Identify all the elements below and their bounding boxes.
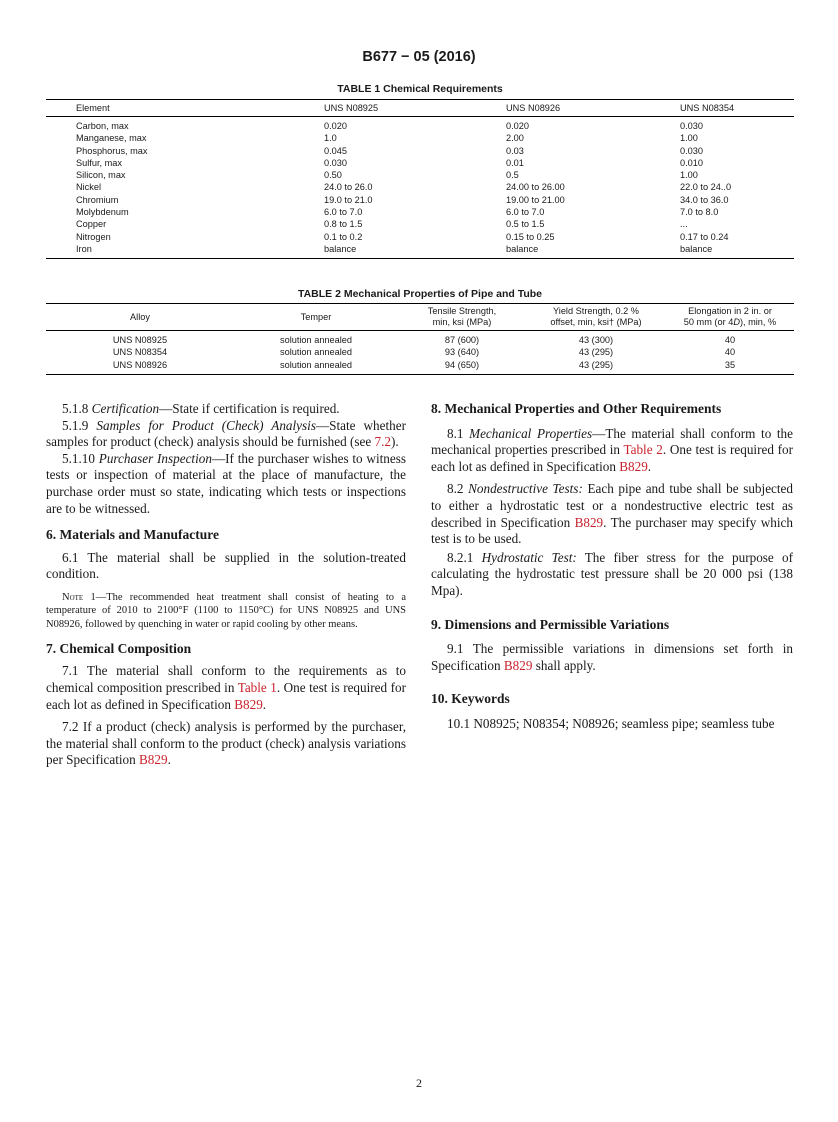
para-5-1-10 bbox=[46, 451, 406, 517]
para-text-end: . bbox=[647, 458, 652, 474]
cell: 19.00 to 21.00 bbox=[506, 194, 565, 205]
table-row bbox=[46, 346, 794, 358]
cell: balance bbox=[324, 243, 357, 254]
cell: 35 bbox=[724, 359, 736, 370]
table-row bbox=[46, 243, 794, 259]
cell: 1.00 bbox=[680, 133, 698, 144]
cell: 0.030 bbox=[324, 157, 347, 168]
cell: 0.5 bbox=[506, 170, 519, 181]
cell: 0.020 bbox=[506, 121, 529, 131]
column-header-yield bbox=[526, 304, 666, 331]
table-2-link[interactable]: Table 2 bbox=[623, 442, 663, 458]
para-9-1 bbox=[431, 641, 793, 674]
para-title: Nondestructive Tests: bbox=[468, 481, 583, 497]
left-column bbox=[46, 401, 406, 769]
para-title: Purchaser Inspection bbox=[98, 450, 212, 466]
cell: Carbon, max bbox=[76, 121, 129, 131]
para-text: Each pipe and tube shall be subjected to either a hydrostatic test or a nondestructive electric test as described in Specification bbox=[431, 481, 794, 530]
cell: balance bbox=[506, 243, 539, 254]
table1-caption: TABLE 1 Chemical Requirements bbox=[337, 83, 503, 95]
cell: Chromium bbox=[76, 194, 119, 205]
cell: 24.0 to 26.0 bbox=[324, 182, 373, 193]
cell: 1.0 bbox=[324, 133, 337, 144]
cell: 7.0 to 8.0 bbox=[680, 207, 719, 218]
cell: 0.045 bbox=[324, 145, 347, 156]
b829-link[interactable]: B829 bbox=[574, 514, 604, 530]
cell: 0.020 bbox=[324, 121, 347, 131]
para-text: —If the purchaser wishes to witness tests or inspection of material at the place of manufacture, the purchase order must so state, indicating which tests or inspections are to be witnessed. bbox=[46, 450, 406, 516]
para-text: 9.1 The permissible variations in dimensions set forth in Specification bbox=[431, 641, 793, 673]
table-header-row bbox=[46, 100, 794, 117]
section-9-heading: 9. Dimensions and Permissible Variations bbox=[431, 616, 670, 632]
right-column bbox=[431, 401, 793, 733]
para-text-mid: . One test is required for each lot as defined in Specification bbox=[431, 442, 793, 474]
column-header-element: Element bbox=[46, 100, 324, 117]
table-row bbox=[46, 117, 794, 133]
yield-header-line2: offset, min, ksi† (MPa) bbox=[550, 317, 642, 327]
para-5-1-8 bbox=[46, 401, 406, 418]
cell: 0.8 to 1.5 bbox=[324, 219, 363, 230]
section-6-heading: 6. Materials and Manufacture bbox=[46, 527, 219, 543]
table-row bbox=[46, 169, 794, 181]
b829-link[interactable]: B829 bbox=[619, 458, 648, 474]
cell: 0.010 bbox=[680, 157, 703, 168]
cell: 34.0 to 36.0 bbox=[680, 194, 729, 205]
cell: UNS N08354 bbox=[112, 347, 168, 358]
para-7-1 bbox=[46, 663, 406, 713]
cell: solution annealed bbox=[279, 359, 353, 370]
table-row bbox=[46, 132, 794, 144]
para-text: 7.2 If a product (check) analysis is performed by the purchaser, the material shall conform to the product (check) analysis variations per Specification bbox=[46, 719, 406, 768]
cell: 0.01 bbox=[506, 157, 524, 168]
elongation-header-line1: Elongation in 2 in. or bbox=[688, 306, 772, 316]
para-text-end: shall apply. bbox=[532, 657, 596, 673]
cell: 87 (600) bbox=[444, 335, 480, 345]
para-8-1 bbox=[431, 426, 793, 476]
cell: 40 bbox=[724, 347, 736, 358]
cell: 43 (295) bbox=[578, 359, 614, 370]
para-10-1: 10.1 N08925; N08354; N08926; seamless pipe; seamless tube bbox=[447, 715, 775, 731]
column-header-temper: Temper bbox=[234, 304, 398, 331]
cell: Iron bbox=[76, 243, 92, 254]
cell: Manganese, max bbox=[76, 133, 147, 144]
cell: 2.00 bbox=[506, 133, 524, 144]
elongation-header-line2c: ), min, % bbox=[739, 317, 777, 327]
para-text: —State if certification is required. bbox=[159, 401, 340, 416]
cell: 6.0 to 7.0 bbox=[506, 207, 545, 218]
cell: balance bbox=[680, 243, 713, 254]
table-row bbox=[46, 194, 794, 206]
cell: 19.0 to 21.0 bbox=[324, 194, 373, 205]
para-text-end: . The purchaser may specify which test is to be used. bbox=[431, 514, 793, 547]
cell: 0.1 to 0.2 bbox=[324, 231, 363, 242]
cell: 94 (650) bbox=[444, 359, 480, 370]
cell: 93 (640) bbox=[444, 347, 480, 358]
column-header-alloy: Alloy bbox=[46, 304, 234, 331]
elongation-header-line2a: 50 mm (or 4 bbox=[683, 317, 734, 327]
table-row bbox=[46, 181, 794, 193]
section-7-2-link[interactable]: 7.2 bbox=[374, 434, 391, 450]
cell: Phosphorus, max bbox=[76, 145, 148, 156]
b829-link[interactable]: B829 bbox=[139, 752, 168, 768]
cell: 1.00 bbox=[680, 170, 698, 181]
cell: Silicon, max bbox=[76, 170, 126, 181]
para-title: Mechanical Properties bbox=[469, 425, 593, 441]
cell: UNS N08926 bbox=[112, 359, 168, 370]
table-row bbox=[46, 157, 794, 169]
note-text: —The recommended heat treatment shall consist of heating to a temperature of 2010 to 2100°F (1100 to 1150°C) for UNS N08925 and UNS N08926, followed by quenching in water or rapid cooling by other means. bbox=[46, 591, 406, 630]
cell: 22.0 to 24..0 bbox=[680, 182, 732, 193]
para-text: —State whether samples for product (check) analysis should be furnished (see bbox=[46, 417, 407, 450]
cell: solution annealed bbox=[279, 335, 353, 345]
b829-link[interactable]: B829 bbox=[503, 657, 533, 673]
para-7-2 bbox=[46, 719, 406, 769]
cell: UNS N08925 bbox=[112, 335, 168, 345]
para-6-1: 6.1 The material shall be supplied in the solution-treated condition. bbox=[46, 549, 406, 582]
para-text-end: . bbox=[167, 752, 171, 768]
column-header-elongation bbox=[666, 304, 794, 331]
table2-caption: TABLE 2 Mechanical Properties of Pipe and Tube bbox=[297, 288, 543, 300]
table-row bbox=[46, 331, 794, 347]
cell: Molybdenum bbox=[76, 207, 129, 218]
column-header-tensile bbox=[398, 304, 526, 331]
cell: Sulfur, max bbox=[76, 157, 122, 168]
para-title: Samples for Product (Check) Analysis bbox=[96, 417, 316, 433]
para-number: 8.2.1 bbox=[447, 549, 482, 565]
para-text: The fiber stress for the purpose of calculating the hydrostatic test pressure shall be 20 000 psi (138 Mpa). bbox=[431, 549, 793, 598]
para-title: Certification bbox=[91, 401, 160, 416]
chemical-requirements-table bbox=[46, 99, 794, 259]
cell: 0.50 bbox=[324, 170, 342, 181]
column-header-n08354: UNS N08354 bbox=[680, 100, 794, 117]
document-title: B677 − 05 (2016) bbox=[362, 49, 476, 65]
column-header-n08926: UNS N08926 bbox=[506, 100, 680, 117]
cell: 0.15 to 0.25 bbox=[506, 231, 555, 242]
table-row bbox=[46, 206, 794, 218]
para-number: 5.1.8 bbox=[62, 401, 92, 416]
cell: 40 bbox=[724, 335, 736, 345]
cell: 43 (300) bbox=[578, 335, 614, 345]
para-number: 8.1 bbox=[447, 425, 470, 441]
table-row bbox=[46, 359, 794, 375]
cell: 6.0 to 7.0 bbox=[324, 207, 363, 218]
cell: 0.030 bbox=[680, 145, 703, 156]
cell: Nitrogen bbox=[76, 231, 111, 242]
para-text: 7.1 The material shall conform to the requirements as to chemical composition prescribed in bbox=[46, 663, 406, 696]
cell: Copper bbox=[76, 219, 107, 230]
para-text-mid: . One test is required for each lot as defined in Specification bbox=[46, 680, 406, 712]
cell: 24.00 to 26.00 bbox=[506, 182, 565, 193]
cell: 0.030 bbox=[680, 121, 703, 131]
cell: solution annealed bbox=[279, 347, 353, 358]
yield-header-line1: Yield Strength, 0.2 % bbox=[553, 306, 639, 316]
para-text-end: . bbox=[262, 696, 267, 712]
tensile-header-line1: Tensile Strength, bbox=[427, 306, 497, 316]
note-label: Note 1 bbox=[62, 591, 96, 603]
cell: 0.5 to 1.5 bbox=[506, 219, 545, 230]
para-8-2 bbox=[431, 481, 793, 547]
table-row bbox=[46, 145, 794, 157]
tensile-header-line2: min, ksi (MPa) bbox=[432, 317, 492, 327]
section-7-heading: 7. Chemical Composition bbox=[46, 640, 192, 656]
page-number: 2 bbox=[416, 1076, 422, 1090]
cell: 0.17 to 0.24 bbox=[680, 231, 729, 242]
elongation-header-line2b: D bbox=[733, 317, 740, 327]
para-number: 8.2 bbox=[447, 481, 469, 497]
para-text: —The material shall conform to the mechanical properties prescribed in bbox=[431, 425, 794, 458]
column-header-n08925: UNS N08925 bbox=[324, 100, 506, 117]
section-10-heading: 10. Keywords bbox=[431, 691, 510, 707]
table-1-link[interactable]: Table 1 bbox=[237, 680, 277, 696]
para-text-end: ). bbox=[390, 434, 399, 450]
para-number: 5.1.10 bbox=[62, 450, 99, 466]
section-8-heading: 8. Mechanical Properties and Other Requirements bbox=[431, 401, 722, 416]
b829-link[interactable]: B829 bbox=[234, 696, 263, 712]
cell: ... bbox=[680, 219, 688, 230]
table-row bbox=[46, 231, 794, 243]
table-row bbox=[46, 218, 794, 230]
para-title: Hydrostatic Test: bbox=[481, 549, 577, 565]
cell: Nickel bbox=[76, 182, 102, 193]
mechanical-properties-table bbox=[46, 303, 794, 375]
cell: 0.03 bbox=[506, 145, 524, 156]
para-number: 5.1.9 bbox=[62, 417, 97, 433]
para-8-2-1 bbox=[431, 550, 793, 600]
cell: 43 (295) bbox=[578, 347, 614, 358]
table-header-row bbox=[46, 304, 794, 331]
note-1 bbox=[46, 591, 406, 631]
para-5-1-9 bbox=[46, 418, 406, 451]
